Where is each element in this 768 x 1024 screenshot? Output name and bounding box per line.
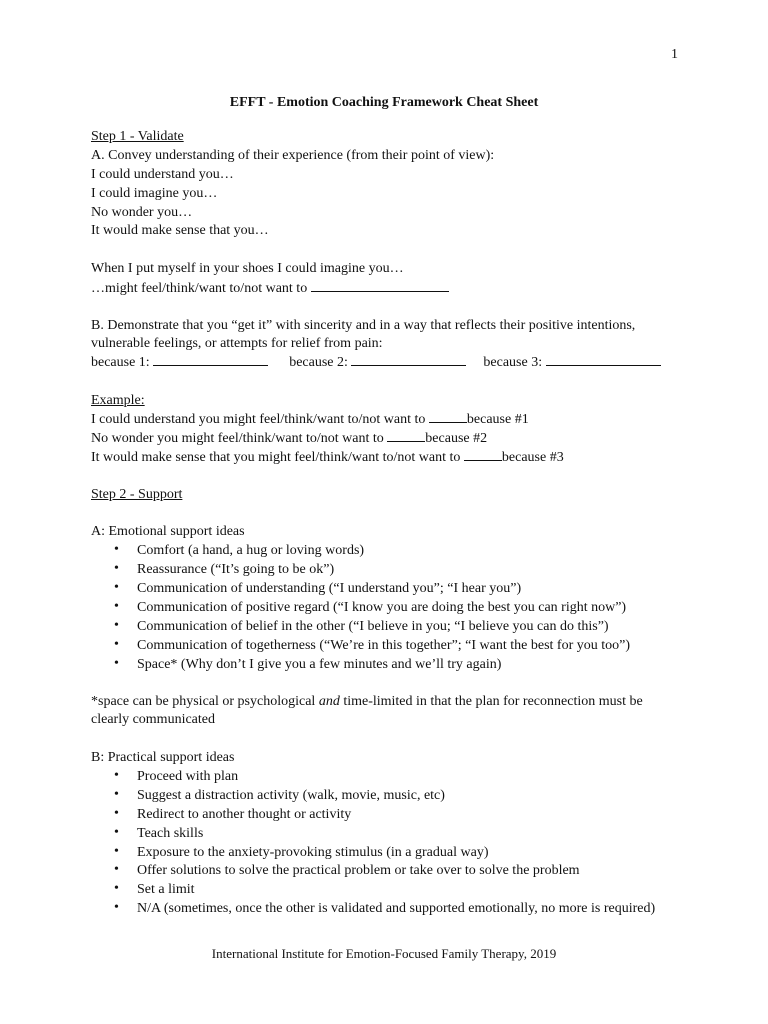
list-item: Proceed with plan xyxy=(137,769,239,784)
bullet-icon: • xyxy=(114,542,119,557)
example-text: No wonder you might feel/think/want to/not want to xyxy=(91,431,384,446)
list-item: Reassurance (“It’s going to be ok”) xyxy=(137,562,335,577)
because-1-label: because 1: xyxy=(91,355,150,370)
example-because: because #2 xyxy=(425,431,488,446)
practical-heading: B: Practical support ideas xyxy=(91,750,235,765)
step1-a-intro: A. Convey understanding of their experience (from their point of view): xyxy=(91,148,495,163)
bullet-icon: • xyxy=(114,900,119,915)
space-note-line-2: clearly communicated xyxy=(91,712,215,727)
page-title: EFFT - Emotion Coaching Framework Cheat Sheet xyxy=(229,95,539,110)
phrase-line: I could understand you… xyxy=(91,167,234,182)
list-item: Communication of belief in the other (“I believe in you; “I believe you can do this”) xyxy=(137,619,609,634)
shoes-line-1: When I put myself in your shoes I could imagine you… xyxy=(91,261,404,276)
bullet-icon: • xyxy=(114,881,119,896)
example-because: because #3 xyxy=(501,450,564,465)
bullet-icon: • xyxy=(114,618,119,633)
step2-heading: Step 2 - Support xyxy=(91,487,183,502)
bullet-icon: • xyxy=(114,787,119,802)
list-item: N/A (sometimes, once the other is validated and supported emotionally, no more is required) xyxy=(137,901,656,916)
step1-heading: Step 1 - Validate xyxy=(91,129,184,144)
shoes-line-2 xyxy=(91,279,449,298)
shoes-text: …might feel/think/want to/not want to xyxy=(91,281,308,296)
list-item: Exposure to the anxiety-provoking stimulus (in a gradual way) xyxy=(137,845,489,860)
bullet-icon: • xyxy=(114,806,119,821)
list-item: Teach skills xyxy=(137,826,204,841)
space-note-text: time-limited in that the plan for reconnection must be xyxy=(343,694,643,709)
bullet-icon: • xyxy=(114,580,119,595)
because-row xyxy=(91,353,661,372)
bullet-icon: • xyxy=(114,768,119,783)
list-item: Redirect to another thought or activity xyxy=(137,807,352,822)
phrase-line: No wonder you… xyxy=(91,205,193,220)
example-line-3 xyxy=(91,448,564,467)
page-footer: International Institute for Emotion-Focused Family Therapy, 2019 xyxy=(211,946,557,961)
example-line-1 xyxy=(91,410,529,429)
list-item: Comfort (a hand, a hug or loving words) xyxy=(137,543,365,558)
bullet-icon: • xyxy=(114,656,119,671)
bullet-icon: • xyxy=(114,637,119,652)
because-2-label: because 2: xyxy=(289,355,348,370)
bullet-icon: • xyxy=(114,825,119,840)
phrase-line: It would make sense that you… xyxy=(91,223,269,238)
because-3-blank xyxy=(546,353,661,366)
example-text: I could understand you might feel/think/want to/not want to xyxy=(91,412,426,427)
example-heading: Example: xyxy=(91,393,145,408)
step1-b-intro-2: vulnerable feelings, or attempts for relief from pain: xyxy=(91,336,383,351)
because-3-label: because 3: xyxy=(483,355,543,370)
list-item: Communication of togetherness (“We’re in this together”; “I want the best for you too”) xyxy=(137,638,631,653)
step1-b-intro-1: B. Demonstrate that you “get it” with sincerity and in a way that reflects their positive intentions, xyxy=(91,318,636,333)
example-blank xyxy=(464,448,502,461)
space-note-text: *space can be physical or psychological xyxy=(91,694,316,709)
list-item: Space* (Why don’t I give you a few minutes and we’ll try again) xyxy=(137,657,502,672)
list-item: Offer solutions to solve the practical problem or take over to solve the problem xyxy=(137,863,580,878)
because-1-blank xyxy=(153,353,268,366)
list-item: Communication of positive regard (“I know you are doing the best you can right now”) xyxy=(137,600,627,615)
example-blank xyxy=(429,410,467,423)
bullet-icon: • xyxy=(114,599,119,614)
bullet-icon: • xyxy=(114,844,119,859)
emotional-heading: A: Emotional support ideas xyxy=(91,524,245,539)
space-note-line-1 xyxy=(91,693,643,711)
bullet-icon: • xyxy=(114,561,119,576)
list-item: Set a limit xyxy=(137,882,195,897)
example-blank xyxy=(387,429,425,442)
space-note-emphasis: and xyxy=(318,694,340,709)
bullet-icon: • xyxy=(114,862,119,877)
because-2-blank xyxy=(351,353,466,366)
example-line-2 xyxy=(91,429,487,448)
list-item: Suggest a distraction activity (walk, movie, music, etc) xyxy=(137,788,445,803)
page-number: 1 xyxy=(671,47,678,62)
example-text: It would make sense that you might feel/think/want to/not want to xyxy=(91,450,461,465)
fill-in-blank xyxy=(311,279,449,292)
example-because: because #1 xyxy=(466,412,529,427)
list-item: Communication of understanding (“I understand you”; “I hear you”) xyxy=(137,581,522,596)
phrase-line: I could imagine you… xyxy=(91,186,218,201)
